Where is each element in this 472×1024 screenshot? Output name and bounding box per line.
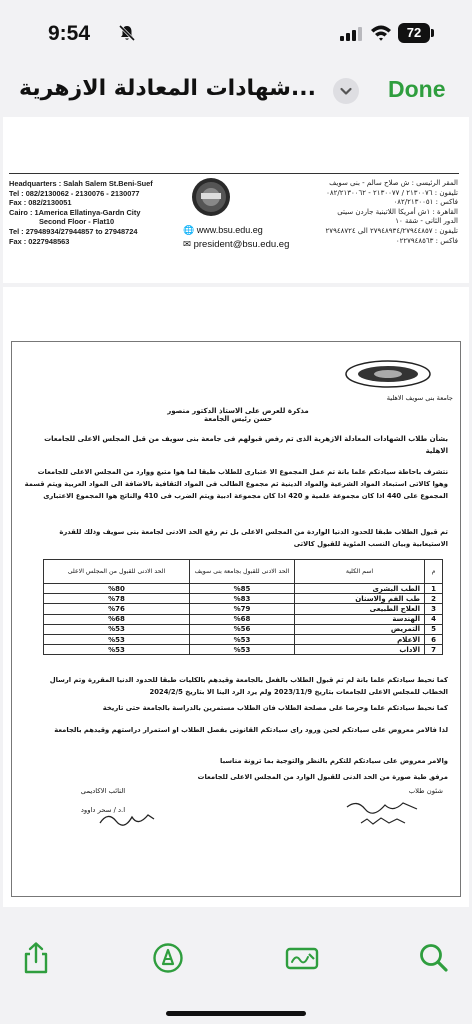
table-row bbox=[44, 645, 443, 655]
letterhead-english bbox=[9, 179, 174, 246]
memo-heading: مذكرة للعرض على الاستاذ الدكتور منصور حسن رئيس الجامعة bbox=[167, 407, 309, 423]
table-cell: 7 bbox=[425, 645, 443, 655]
letterhead-en-line: Cairo : 1America Ellatinya-Gardn City bbox=[9, 207, 141, 217]
admission-grades-table bbox=[43, 559, 443, 655]
letterhead-en-line: Fax : 0227948563 bbox=[9, 236, 70, 246]
markup-pen-icon[interactable] bbox=[150, 940, 186, 976]
table-cell: %53 bbox=[44, 645, 190, 655]
table-cell: %78 bbox=[44, 594, 190, 604]
memo-subject: بشأن طلاب الشهادات المعادلة الازهرية الذى تم رفض قبولهم فى جامعة بنى سويف من قبل المجلس الاعلى للجامعات الاهلية bbox=[44, 435, 448, 455]
wifi-icon bbox=[370, 24, 392, 41]
table-header: الحد الادنى للقبول بجامعة بنى سويف bbox=[190, 560, 295, 584]
university-logo bbox=[343, 359, 433, 389]
table-cell: طب الفم والاسنان bbox=[295, 594, 425, 604]
letterhead-en-line: Second Floor - Flat10 bbox=[39, 217, 115, 227]
student-affairs-label: شئون طلاب bbox=[408, 787, 443, 795]
memo-paragraph: والامر معروض على سيادتكم للتكرم بالنظر والتوجية بما ترونة مناسبا bbox=[220, 757, 448, 765]
letterhead-en-line: Fax : 082/2130051 bbox=[9, 198, 72, 208]
email-icon: ✉ bbox=[183, 239, 194, 250]
table-cell: الاداب bbox=[295, 645, 425, 655]
university-seal-logo bbox=[187, 175, 235, 219]
letterhead-ar-line: الدور الثانى - شقة ١٠ bbox=[395, 217, 458, 226]
table-cell: 5 bbox=[425, 624, 443, 634]
table-cell: العلاج الطبيعى bbox=[295, 604, 425, 614]
table-row bbox=[44, 614, 443, 624]
status-time: 9:54 bbox=[48, 22, 91, 45]
vice-president-name: ا.د / سحر داوود bbox=[80, 806, 126, 814]
table-header-row bbox=[44, 560, 443, 584]
table-cell: 1 bbox=[425, 584, 443, 594]
letterhead-ar-line: تليفون : ٢١٣٠٠٧٦ / ٢١٣٠٠٧٧ - ٠٨٢/٢١٣٠٠٦٢ bbox=[326, 188, 458, 197]
email-text: president@bsu.edu.eg bbox=[193, 239, 290, 250]
signature-icon[interactable] bbox=[284, 940, 320, 976]
status-bar bbox=[0, 0, 472, 64]
table-cell: %68 bbox=[44, 614, 190, 624]
table-cell: 2 bbox=[425, 594, 443, 604]
table-cell: %56 bbox=[190, 624, 295, 634]
table-cell: %53 bbox=[190, 645, 295, 655]
memo-paragraph: نتشرف باحاطة سيادتكم علما بانة تم عمل المجموع الا عتبارى للطلاب طبقا لما هوا متبع ووارد من المجلس الاعلى للجامعات وهوا كالاتى استبعاد المواد الشرعية والمواد الدينية ثم مجموع الطالب فى المواد الثقافية بالاضافة الى المواد العربية ويتم قسمة المجموع على 440 اذا كان مجموعة علمية و 420 اذا كان مجموعة ادبية ويتم الضرب فى 410 والناتج هوا المجموع الاعتبارى bbox=[24, 468, 448, 500]
share-icon[interactable] bbox=[18, 940, 54, 976]
battery-indicator: 72 bbox=[398, 23, 430, 43]
university-name: جامعة بنى سويف الاهلية bbox=[386, 394, 453, 402]
letterhead-en-line: Headquarters : Salah Salem St.Beni-Suef bbox=[9, 179, 153, 188]
table-cell: %53 bbox=[44, 634, 190, 644]
memo-attachment-note: مرفق طية صورة من الحد الدنى للقبول الوارد من المجلس الاعلى للجامعات bbox=[197, 773, 448, 781]
document-title[interactable]: ...شهادات المعادلة الازهرية bbox=[19, 76, 316, 101]
table-header: الحد الادنى للقبول من المجلس الاعلى bbox=[44, 560, 190, 584]
website-text: www.bsu.edu.eg bbox=[196, 225, 263, 235]
globe-icon: 🌐 bbox=[183, 225, 197, 235]
table-cell: الاعلام bbox=[295, 634, 425, 644]
table-cell: 3 bbox=[425, 604, 443, 614]
page-memo bbox=[3, 287, 469, 907]
home-indicator[interactable] bbox=[166, 1011, 306, 1016]
chevron-down-icon bbox=[333, 78, 359, 104]
table-cell: التمريض bbox=[295, 624, 425, 634]
table-cell: %68 bbox=[190, 614, 295, 624]
table-cell: %79 bbox=[190, 604, 295, 614]
search-icon[interactable] bbox=[416, 940, 452, 976]
memo-paragraph: كما نحيط سيادتكم علما بانة لم تم قبول الطلاب بالفعل بالجامعة وقيدهم بالكليات طبقا للحدود الدنيا المقررة وتم ارسال الخطاب للمجلس الاعلى للجامعات بتاريخ 2023/11/9 ولم يرد الرد الينا الا بتاريخ 2024/2/5 bbox=[49, 676, 448, 696]
website-link bbox=[183, 225, 263, 236]
table-cell: %53 bbox=[190, 634, 295, 644]
table-header: اسم الكلية bbox=[295, 560, 425, 584]
bell-off-icon bbox=[118, 24, 136, 42]
done-button[interactable]: Done bbox=[388, 76, 446, 102]
letterhead-en-line: Tel : 082/2130062 - 2130076 - 2130077 bbox=[9, 188, 140, 198]
table-cell: 6 bbox=[425, 634, 443, 644]
letterhead-ar-line: المقر الرئيسى : ش صلاح سالم - بنى سويف bbox=[329, 179, 458, 187]
handwritten-signature bbox=[98, 807, 158, 831]
table-cell: الهندسة bbox=[295, 614, 425, 624]
letterhead-en-line: Tel : 27948934/27944857 to 27948724 bbox=[9, 226, 138, 236]
table-cell: الطب البشرى bbox=[295, 584, 425, 594]
table-cell: %85 bbox=[190, 584, 295, 594]
cellular-signal-icon bbox=[340, 27, 364, 41]
email-link bbox=[183, 239, 289, 250]
handwritten-signature bbox=[343, 797, 423, 831]
table-row bbox=[44, 604, 443, 614]
letterhead-ar-line: القاهرة : ١ش أمريكا اللاتينية جاردن سيتى bbox=[337, 207, 458, 216]
table-cell: %80 bbox=[44, 584, 190, 594]
battery-nub bbox=[431, 29, 434, 37]
letterhead-rule bbox=[9, 173, 459, 174]
letterhead-arabic bbox=[298, 179, 458, 246]
memo-paragraph: كما نحيط سيادتكم علما وحرصا على مصلحة الطلاب فان الطلاب مستمرين بالدراسة بالجامعة حتى تاريخة bbox=[102, 704, 448, 712]
letterhead-ar-line: تليفون : ٢٧٩٤٨٩٣٤/٢٧٩٤٤٨٥٧ الى ٢٧٩٤٨٧٢٤ bbox=[325, 226, 458, 235]
table-cell: %76 bbox=[44, 604, 190, 614]
title-menu-button[interactable] bbox=[333, 78, 359, 104]
table-cell: %53 bbox=[44, 624, 190, 634]
table-row bbox=[44, 584, 443, 594]
memo-paragraph: لذا فالامر معروض على سيادتكم لحين ورود راى سيادتكم القانونى بفصل الطلاب او استمرار دراستهم وقيدهم بالجامعة bbox=[54, 726, 448, 734]
letterhead-ar-line: فاكس : ٠٨٢/٢١٣٠٠٥١ bbox=[393, 198, 458, 207]
table-row bbox=[44, 634, 443, 644]
nav-bar bbox=[0, 64, 472, 116]
bottom-toolbar bbox=[0, 920, 472, 1024]
memo-paragraph: تم قبول الطلاب طبقا للحدود الدنيا الواردة من المجلس الاعلى بل تم رفع الحد الادنى لجامعة بنى سويف وذلك للقدرة الاستيعابية وبيان النسب المئوية للقبول كالاتى bbox=[59, 528, 448, 548]
table-cell: 4 bbox=[425, 614, 443, 624]
table-row bbox=[44, 624, 443, 634]
letterhead-ar-line: فاكس : ٠٢٢٧٩٤٨٥٦٣ bbox=[395, 236, 458, 245]
table-row bbox=[44, 594, 443, 604]
table-header: م bbox=[425, 560, 443, 584]
page-letterhead bbox=[3, 117, 469, 283]
vice-president-title: النائب الاكاديمى bbox=[80, 787, 126, 795]
table-cell: %83 bbox=[190, 594, 295, 604]
